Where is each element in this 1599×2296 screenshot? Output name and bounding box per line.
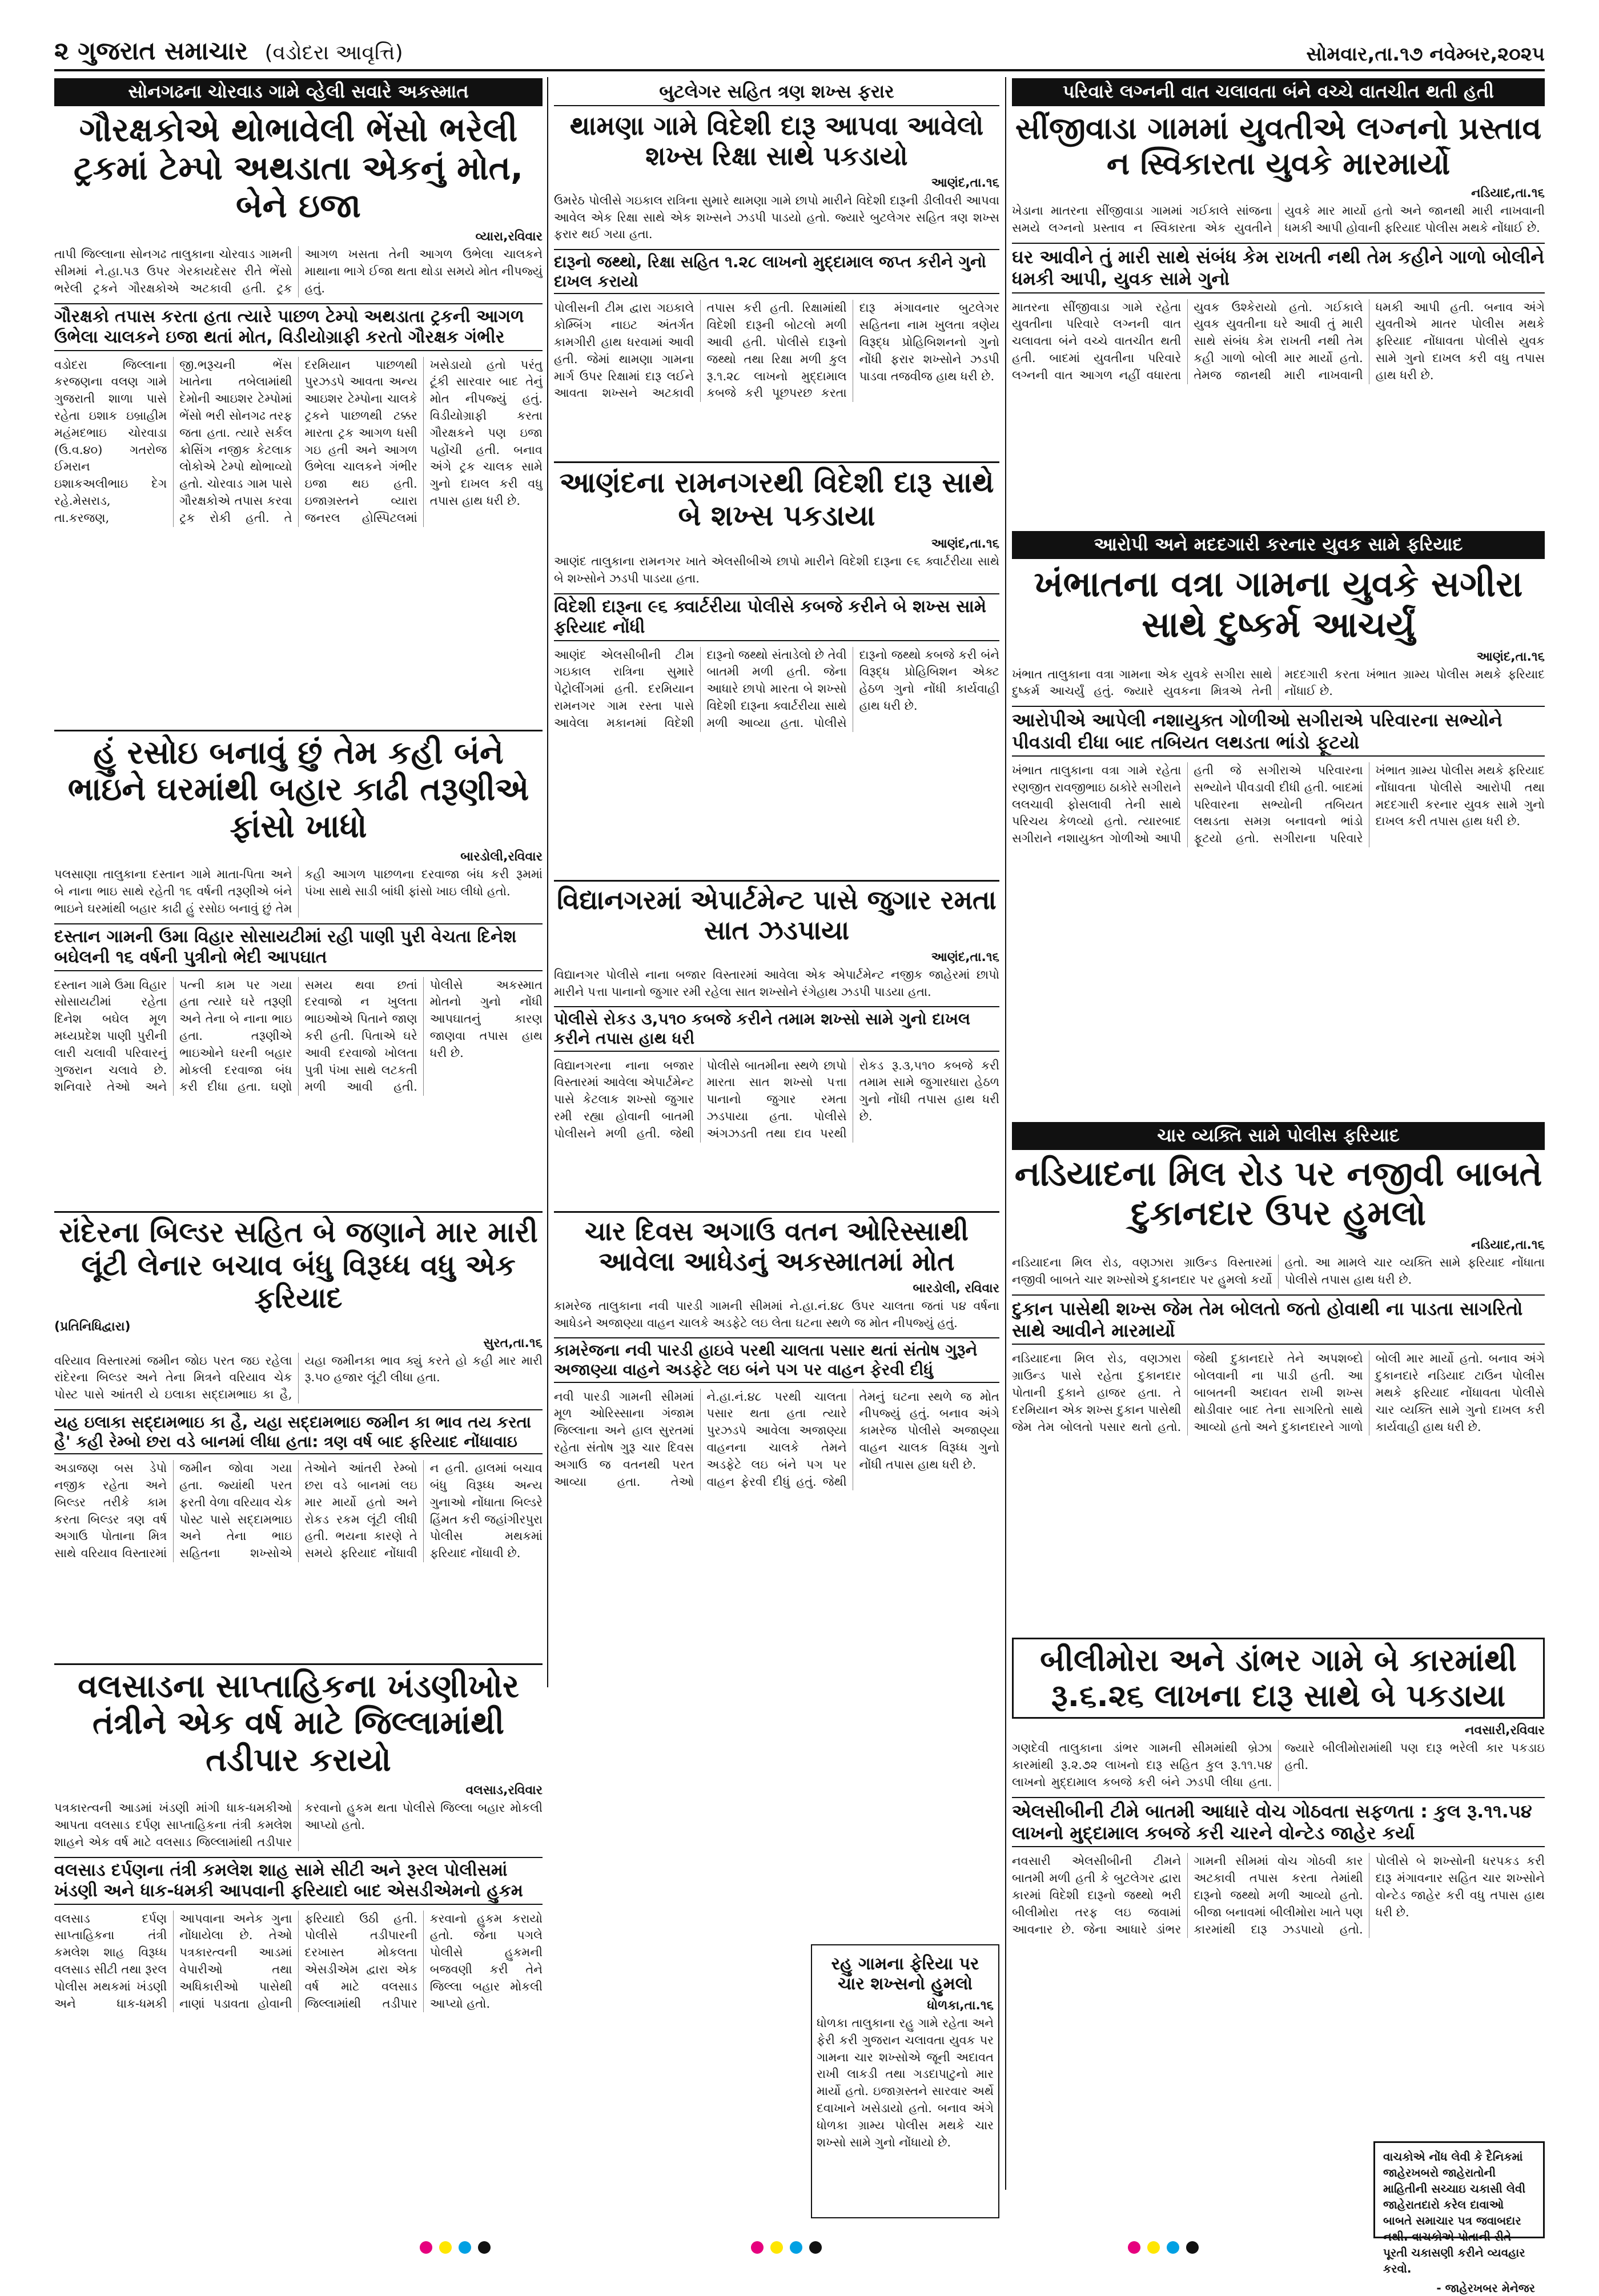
black-dot: [809, 2241, 822, 2254]
article-sinjivada-assault: [1012, 78, 1545, 524]
magenta-dot: [420, 2241, 432, 2254]
article-lead: ગણદેવી તાલુકાના ડાંભર ગામની સીમમાંથી બ્રેઝા કારમાંથી રૂ.૨.૭૨ લાખનો દારૂ સહિત કુલ રૂ.૧૧.૫૪ લાખનો મુદ્દામાલ કબજે કરી બંને ઝડપી લીધા હતા. જ્યારે બીલીમોરામાંથી પણ દારૂ ભરેલી કાર પકડાઇ હતી.: [1012, 1741, 1545, 1789]
article-body: નવી પારડી ગામની સીમમાં મૂળ ઓરિસ્સાના ગંજામ જિલ્લાના અને હાલ સુરતમાં રહેતા સંતોષ ગુરૂ ચાર દિવસ અગાઉ જ વતનથી પરત આવ્યા હતા. તેઓ ને.હા.નં.૪૮ પરથી ચાલતા પસાર થતા હતા ત્યારે પુરઝડપે આવેલા અજાણ્યા વાહનના ચાલકે તેમને અડફેટે લઇ બંને પગ પર વાહન ફેરવી દીધું હતું. જેથી તેમનું ઘટના સ્થળે જ મોત નીપજ્યું હતું. બનાવ અંગે કામરેજ પોલીસે અજાણ્યા વાહન ચાલક વિરૂધ્ધ ગુનો નોંધી તપાસ હાથ ધરી છે.: [554, 1389, 999, 1489]
article-body: ધોળકા તાલુકાના રહુ ગામે રહેતા અને ફેરી કરી ગુજરાન ચલાવતા યુવક પર ગામના ચાર શખ્સોએ જૂની અદાવત રાખી લાકડી તથા ગડદાપાટુનો માર માર્યો હતો. ઇજાગ્રસ્તને સારવાર અર્થે દવાખાને ખસેડાયો હતો. બનાવ અંગે ધોળકા ગ્રામ્ય પોલીસ મથકે ચાર શખ્સો સામે ગુનો નોંધાયો છે.: [817, 2016, 994, 2149]
article-headline: વલસાડના સાપ્તાહિકના ખંડણીખોર તંત્રીને એક વર્ષ માટે જિલ્લામાંથી તડીપાર કરાયો: [54, 1663, 543, 1779]
article-body: અડાજણ બસ ડેપો નજીક રહેતા અને બિલ્ડર તરીકે કામ કરતા બિલ્ડર ત્રણ વર્ષ અગાઉ પોતાના મિત્ર સાથે વરિયાવ વિસ્તારમાં જમીન જોવા ગયા હતા. જ્યાંથી પરત ફરતી વેળા વરિયાવ ચેક પોસ્ટ પાસે સદ્દામભાઇ અને તેના ભાઇ સહિતના શખ્સોએ તેઓને આંતરી રેમ્બો છરા વડે બાનમાં લઇ માર માર્યો હતો અને રોકડ રકમ લૂંટી લીધી હતી. ભયના કારણે તે સમયે ફરિયાદ નોંધાવી ન હતી. હાલમાં બચાવ બંધુ વિરૂધ્ધ અન્ય ગુનાઓ નોંધાતા બિલ્ડરે હિંમત કરી જહાંગીરપુરા પોલીસ મથકમાં ફરિયાદ નોંધાવી છે.: [54, 1461, 543, 1561]
article-thamna-liquor: [554, 78, 999, 449]
article-headline: ગૌરક્ષકોએ થોભાવેલી ભેંસો ભરેલી ટ્રકમાં ટેમ્પો અથડાતા એકનું મોત, બેને ઇજા: [73, 110, 524, 226]
article-bilimora-liquor: [1012, 1633, 1545, 2136]
article-headline: થામણા ગામે વિદેશી દારૂ આપવા આવેલો શખ્સ રિક્ષા સાથે પકડાયો: [569, 110, 984, 171]
article-lead: વિદ્યાનગર પોલીસે નાના બજાર વિસ્તારમાં આવેલા એક એપાર્ટમેન્ટ નજીક જાહેરમાં છાપો મારીને પત્તા પાનાનો જુગાર રમી રહેલા સાત શખ્સોને રંગેહાથ ઝડપી પાડયા હતા.: [554, 967, 999, 999]
article-dateline: નડિયાદ,તા.૧૬: [1471, 1238, 1545, 1252]
yellow-dot: [1147, 2241, 1160, 2254]
article-subhead: દારૂનો જથ્થો, રિક્ષા સહિત ૧.૨૮ લાખનો મુદ્દામાલ જપ્ત કરીને ગુનો દાખલ કરાયો: [554, 249, 999, 294]
article-subhead: આરોપીએ આપેલી નશાયુક્ત ગોળીઓ સગીરાએ પરિવારના સભ્યોને પીવડાવી દીધા બાદ તબિયત લથડતા ભાંડો ફૂટયો: [1012, 706, 1545, 757]
article-dateline: બારડોલી, રવિવાર: [913, 1281, 999, 1296]
article-kicker: સોનગઢના ચોરવાડ ગામે વ્હેલી સવારે અકસ્માત: [54, 78, 543, 106]
newspaper-page: [54, 31, 1545, 2295]
article-lead: ખંભાત તાલુકાના વત્રા ગામના એક યુવકે સગીરા સાથે દુષ્કર્મ આચર્યું હતું. જ્યારે યુવકના મિત્રએ તેની મદદગારી કરતા ખંભાત ગ્રામ્ય પોલીસ મથકે ફરિયાદ નોંધાઈ છે.: [1012, 667, 1545, 698]
article-dateline: વ્યારા,રવિવાર: [475, 230, 543, 244]
article-lead: ઉમરેઠ પોલીસે ગઇકાલ રાત્રિના સુમારે થામણા ગામે છાપો મારીને વિદેશી દારૂની ડીલીવરી આપવા આવેલ એક રિક્ષા સાથે એક શખ્સને ઝડપી પાડયો હતો. જ્યારે બુટલેગર સહિત ત્રણ શખ્સ ફરાર થઈ ગયા હતા.: [554, 193, 999, 242]
article-headline: આણંદના રામનગરથી વિદેશી દારૂ સાથે બે શખ્સ પકડાયા: [554, 461, 999, 532]
masthead-left: [54, 37, 403, 66]
article-lead: પત્રકારત્વની આડમાં ખંડણી માંગી ધાક-ધમકીઓ આપતા વલસાડ દર્પણ સાપ્તાહિકના તંત્રી કમલેશ શાહને એક વર્ષ માટે વલસાડ જિલ્લામાંથી તડીપાર કરવાનો હુકમ થતા પોલીસે જિલ્લા બહાર મોકલી આપ્યો હતો.: [54, 1801, 543, 1849]
article-kicker: પરિવારે લગ્નની વાત ચલાવતા બંને વચ્ચે વાતચીત થતી હતી: [1012, 78, 1545, 106]
article-lead: વરિયાવ વિસ્તારમાં જમીન જોઇ પરત જઇ રહેલા રાંદેરના બિલ્ડર અને તેના મિત્રને વરિયાવ ચેક પોસ્ટ પાસે આંતરી યે ઇલાકા સદ્દામભાઇ કા હૈ, યહા જમીનકા ભાવ ક્યું કરતે હો કહી માર મારી રૂ.૫૦ હજાર લૂંટી લીધા હતા.: [54, 1353, 543, 1402]
issue-date: સોમવાર,તા.૧૭ નવેમ્બર,૨૦૨૫: [1306, 43, 1545, 66]
article-subhead: દસ્તાન ગામની ઉમા વિહાર સોસાયટીમાં રહી પાણી પુરી વેચતા દિનેશ બઘેલની ૧૬ વર્ષની પુત્રીનો ભેદી આપઘાત: [54, 923, 543, 971]
print-color-marks: [420, 2241, 491, 2254]
edition-label: (વડોદરા આવૃત્તિ): [264, 41, 403, 65]
masthead: [54, 31, 1545, 71]
article-lead: કામરેજ તાલુકાના નવી પારડી ગામની સીમમાં ને.હા.નં.૪૮ ઉપર ચાલતા જતાં ૫૪ વર્ષના આધેડને અજાણ્યા વાહન ચાલકે અડફેટે લઇ લેતા ઘટના સ્થળે જ મોત નીપજ્યું હતું.: [554, 1298, 999, 1330]
black-dot: [1186, 2241, 1199, 2254]
article-lead: આણંદ તાલુકાના રામનગર ખાતે એલસીબીએ છાપો મારીને વિદેશી દારૂના ૯૬ ક્વાર્ટરીયા સાથે બે શખ્સોને ઝડપી પાડયા હતા.: [554, 554, 999, 585]
disclaimer-signature: - જાહેરખબર મેનેજર: [1436, 2281, 1535, 2295]
article-subhead: દુકાન પાસેથી શખ્સ જેમ તેમ બોલતો જતો હોવાથી ના પાડતા સાગરિતો સાથે આવીને મારમાર્યો: [1012, 1294, 1545, 1345]
article-body: આણંદ એલસીબીની ટીમ ગઇકાલ રાત્રિના સુમારે પેટ્રોલીંગમાં હતી. દરમિયાન રામનગર ગામ રસ્તા પાસે આવેલા મકાનમાં વિદેશી દારૂનો જથ્થો સંતાડેલો છે તેવી બાતમી મળી હતી. જેના આધારે છાપો મારતા બે શખ્સો વિદેશી દારૂના ક્વાર્ટરીયા સાથે મળી આવ્યા હતા. પોલીસે દારૂનો જથ્થો કબજે કરી બંને વિરૂદ્ધ પ્રોહિબિશન એક્ટ હેઠળ ગુનો નોંધી કાર્યવાહી હાથ ધરી છે.: [554, 648, 999, 730]
article-kicker: આરોપી અને મદદગારી કરનાર યુવક સામે ફરિયાદ: [1012, 531, 1545, 559]
article-lead: તાપી જિલ્લાના સોનગઢ તાલુકાના ચોરવાડ ગામની સીમમાં ને.હા.૫૩ ઉપર ગેરકાયદેસર રીતે ભેંસો ભરેલી ટ્રકને ગૌરક્ષકોએ અટકાવી હતી. ટ્રક આગળ ખસતા તેની આગળ ઉભેલા ચાલકને માથાના ભાગે ઈજા થતા થોડા સમયે મોત નીપજ્યું હતું.: [54, 247, 543, 295]
article-body: માતરના સીંજીવાડા ગામે રહેતા યુવતીના પરિવારે લગ્નની વાત ચલાવતા બંને વચ્ચે વાતચીત થતી હતી. બાદમાં યુવતીના પરિવારે લગ્નની વાત આગળ નહીં વધારતા યુવક ઉશ્કેરાયો હતો. ગઈકાલે યુવક યુવતીના ઘરે આવી તું મારી સાથે સંબંધ કેમ રાખતી નથી તેમ કહી ગાળો બોલી માર માર્યો હતો. તેમજ જાનથી મારી નાખવાની ધમકી આપી હતી. બનાવ અંગે યુવતીએ માતર પોલીસ મથકે ફરિયાદ નોંધાવતા પોલીસે યુવક સામે ગુનો દાખલ કરી વધુ તપાસ હાથ ધરી છે.: [1012, 300, 1545, 382]
cyan-dot: [790, 2241, 802, 2254]
article-subhead: વલસાડ દર્પણના તંત્રી કમલેશ શાહ સામે સીટી અને રૂરલ પોલીસમાં ખંડણી અને ધાક-ધમકી આપવાની ફરિયાદો બાદ એસડીએમનો હુકમ: [54, 1857, 543, 1905]
article-subhead: એલસીબીની ટીમે બાતમી આધારે વોચ ગોઠવતા સફળતા : કુલ રૂ.૧૧.૫૪ લાખનો મુદ્દામાલ કબજે કરી ચારને વોન્ટેડ જાહેર કર્યા: [1012, 1797, 1545, 1848]
article-lead: પલસાણા તાલુકાના દસ્તાન ગામે માતા-પિતા અને બે નાના ભાઇ સાથે રહેતી ૧૬ વર્ષની તરૂણીએ બંને ભાઇને ઘરમાંથી બહાર કાઢી હું રસોઇ બનાવું છું તેમ કહી આગળ પાછળના દરવાજા બંધ કરી રૂમમાં પંખા સાથે સાડી બાંધી ફાંસો ખાઇ લીધો હતો.: [54, 867, 543, 915]
magenta-dot: [751, 2241, 764, 2254]
article-lead: ખેડાના માતરના સીંજીવાડા ગામમાં ગઈકાલે સાંજના સમયે લગ્નનો પ્રસ્તાવ ન સ્વિકારતા એક યુવતીને યુવકે માર માર્યો હતો અને જાનથી મારી નાખવાની ધમકી આપી હોવાની ફરિયાદ પોલીસ મથકે નોંધાઈ છે.: [1012, 204, 1545, 235]
advertisement-disclaimer: [1373, 2141, 1545, 2295]
article-lead: નડિયાદના મિલ રોડ, વણઝારા ગ્રાઉન્ડ વિસ્તારમાં નજીવી બાબતે ચાર શખ્સોએ દુકાનદાર પર હુમલો કર્યો હતો. આ મામલે ચાર વ્યક્તિ સામે ફરિયાદ નોંધાતા પોલીસે તપાસ હાથ ધરી છે.: [1012, 1256, 1545, 1286]
article-khambhat-crime: [1012, 531, 1545, 1113]
article-dateline: નવસારી,રવિવાર: [1465, 1723, 1545, 1738]
article-dateline: આણંદ,તા.૧૬: [1476, 649, 1545, 664]
article-subhead: વિદેશી દારૂના ૯૬ ક્વાર્ટરીયા પોલીસે કબજે કરીને બે શખ્સ સામે ફરિયાદ નોંધી: [554, 593, 999, 641]
article-body: ખંભાત તાલુકાના વત્રા ગામે રહેતા રણજીત રાવજીભાઇ ઠાકોરે સગીરાને લલચાવી ફોસલાવી તેની સાથે પરિચય કેળવ્યો હતો. ત્યારબાદ સગીરાને નશાયુક્ત ગોળીઓ આપી હતી જે સગીરાએ પરિવારના સભ્યોને પીવડાવી દીધી હતી. બાદમાં પરિવારના સભ્યોની તબિયત લથડતા સમગ્ર બનાવનો ભાંડો ફૂટયો હતો. સગીરાના પરિવારે ખંભાત ગ્રામ્ય પોલીસ મથકે ફરિયાદ નોંધાવતા પોલીસે આરોપી તથા મદદગારી કરનાર યુવક સામે ગુનો દાખલ કરી તપાસ હાથ ધરી છે.: [1012, 763, 1545, 846]
article-headline: નડિયાદના મિલ રોડ પર નજીવી બાબતે દુકાનદાર ઉપર હુમલો: [1014, 1154, 1542, 1233]
article-dateline: સુરત,તા.૧૬: [483, 1336, 543, 1350]
article-headline: વિદ્યાનગરમાં એપાર્ટમેન્ટ પાસે જુગાર રમતા સાત ઝડપાયા: [554, 880, 999, 946]
article-byline: (પ્રતિનિધિદ્વારા): [54, 1319, 131, 1334]
magenta-dot: [1128, 2241, 1140, 2254]
print-color-marks: [751, 2241, 822, 2254]
article-dateline: આણંદ,તા.૧૬: [931, 950, 999, 964]
cyan-dot: [1167, 2241, 1179, 2254]
article-body: નવસારી એલસીબીની ટીમને બાતમી મળી હતી કે બુટલેગર દ્વારા કારમાં વિદેશી દારૂનો જથ્થો ભરી બીલીમોરા તરફ લઇ જવામાં આવનાર છે. જેના આધારે ડાંભર ગામની સીમમાં વોચ ગોઠવી કાર અટકાવી તપાસ કરતા તેમાંથી દારૂનો જથ્થો મળી આવ્યો હતો. બીજા બનાવમાં બીલીમોરા ખાતે પણ કારમાંથી દારૂ ઝડપાયો હતો. પોલીસે બે શખ્સોની ધરપકડ કરી દારૂ મંગાવનાર સહિત ચાર શખ્સોને વોન્ટેડ જાહેર કરી વધુ તપાસ હાથ ધરી છે.: [1012, 1854, 1545, 1936]
article-subhead: કામરેજના નવી પારડી હાઇવે પરથી ચાલતા પસાર થતાં સંતોષ ગુરૂને અજાણ્યા વાહને અડફેટે લઇ બંને પગ પર વાહન ફેરવી દીધું: [554, 1337, 999, 1382]
column-divider: [547, 77, 548, 1687]
article-dateline: આણંદ,તા.૧૬: [931, 537, 999, 551]
print-color-marks: [1128, 2241, 1199, 2254]
newspaper-name: ગુજરાત સમાચાર: [78, 37, 248, 66]
article-body: દસ્તાન ગામે ઉમા વિહાર સોસાયટીમાં રહેતા દિનેશ બઘેલ મૂળ મધ્યપ્રદેશ પાણી પુરીની લારી ચલાવી પરિવારનું ગુજરાન ચલાવે છે. શનિવારે તેઓ અને પત્ની કામ પર ગયા હતા ત્યારે ઘરે તરૂણી અને તેના બે નાના ભાઇ હતા. તરૂણીએ ભાઇઓને ઘરની બહાર મોકલી દરવાજા બંધ કરી દીધા હતા. ઘણો સમય થવા છતાં દરવાજો ન ખુલતા ભાઇઓએ પિતાને જાણ કરી હતી. પિતાએ ઘરે આવી દરવાજો ખોલતા પુત્રી પંખા સાથે લટકતી મળી આવી હતી. પોલીસે અકસ્માત મોતનો ગુનો નોંધી આપઘાતનું કારણ જાણવા તપાસ હાથ ધરી છે.: [54, 978, 543, 1094]
article-ramnagar-liquor: [554, 457, 999, 868]
article-subhead: પોલીસે રોકડ ૩,૫૧૦ કબજે કરીને તમામ શખ્સો સામે ગુનો દાખલ કરીને તપાસ હાથ ધરી: [554, 1006, 999, 1051]
article-subhead: ઘર આવીને તું મારી સાથે સંબંધ કેમ રાખતી નથી તેમ કહીને ગાળો બોલીને ધમકી આપી, યુવક સામે ગુનો: [1012, 243, 1545, 293]
article-dastan-suicide: [54, 725, 543, 1199]
column-divider: [1005, 77, 1006, 2190]
article-headline: રહુ ગામના ફેરિયા પર ચાર શખ્સનો હુમલો: [831, 1954, 979, 1994]
article-headline: રાંદેરના બિલ્ડર સહિત બે જણાને માર મારી લૂંટી લેનાર બચાવ બંધુ વિરૂધ્ધ વધુ એક ફરિયાદ: [54, 1211, 543, 1315]
article-headline: ચાર દિવસ અગાઉ વતન ઓરિસ્સાથી આવેલા આધેડનું અકસ્માતમાં મોત: [554, 1211, 999, 1277]
article-subhead: ગૌરક્ષકો તપાસ કરતા હતા ત્યારે પાછળ ટેમ્પો અથડાતા ટ્રકની આગળ ઉભેલા ચાલકને ઇજા થતાં મોત, વિડીયોગ્રાફી કરતો ગૌરક્ષક ગંભીર: [54, 303, 543, 351]
yellow-dot: [439, 2241, 452, 2254]
article-subhead: યહ ઇલાકા સદ્દામભાઇ કા હૈ, યહા સદ્દામભાઇ જમીન કા ભાવ તય કરતા હૈ' કહી રેમ્બો છરા વડે બાનમાં લીધા હતા: ત્રણ વર્ષ બાદ ફરિયાદ નોંધાવાઇ: [54, 1409, 543, 1454]
article-kicker: બુટલેગર સહિત ત્રણ શખ્સ ફરાર: [554, 78, 999, 106]
article-headline: સીંજીવાડા ગામમાં યુવતીએ લગ્નનો પ્રસ્તાવ ન સ્વિકારતા યુવકે મારમાર્યો: [1015, 110, 1542, 182]
article-dateline: વલસાડ,રવિવાર: [465, 1783, 543, 1798]
article-gaurakshak-accident: [54, 78, 543, 718]
article-rander-builder: [54, 1207, 543, 1652]
article-rahu-hawker: [811, 1944, 999, 2218]
article-dateline: ધોળકા,તા.૧૬: [927, 1999, 994, 2013]
article-headline: હું રસોઇ બનાવું છું તેમ કહી બંને ભાઇને ઘરમાંથી બહાર કાઢી તરૂણીએ ફાંસો ખાધો: [54, 730, 543, 845]
disclaimer-text: વાચકોએ નોંધ લેવી કે દૈનિકમાં જાહેરખબરો જાહેરાતોની માહિતીની સચ્ચાઇ ચકાસી લેવી જાહેરાતદારો કરેલ દાવાઓ બાબતે સમાચાર પત્ર જવાબદાર નથી. વાચકોએ પોતાની રીતે પૂરતી ચકાસણી કરીને વ્યવહાર કરવો.: [1383, 2150, 1526, 2275]
yellow-dot: [770, 2241, 783, 2254]
cyan-dot: [459, 2241, 471, 2254]
article-body: વલસાડ દર્પણ સાપ્તાહિકના તંત્રી કમલેશ શાહ વિરૂધ્ધ વલસાડ સીટી તથા રૂરલ પોલીસ મથકમાં ખંડણી અને ધાક-ધમકી આપવાના અનેક ગુના નોંધાયેલા છે. તેઓ પત્રકારત્વની આડમાં વેપારીઓ તથા અધિકારીઓ પાસેથી નાણાં પડાવતા હોવાની ફરિયાદો ઉઠી હતી. પોલીસે તડીપારની દરખાસ્ત મોકલતા એસડીએમ દ્વારા એક વર્ષ માટે વલસાડ જિલ્લામાંથી તડીપાર કરવાનો હુકમ કરાયો હતો. જેના પગલે પોલીસે હુકમની બજવણી કરી તેને જિલ્લા બહાર મોકલી આપ્યો હતો.: [54, 1911, 543, 2010]
article-headline: ખંભાતના વત્રા ગામના યુવકે સગીરા સાથે દુષ્કર્મ આચર્યું: [1034, 563, 1523, 646]
article-body: નડિયાદના મિલ રોડ, વણઝારા ગ્રાઉન્ડ પાસે રહેતા દુકાનદાર પોતાની દુકાને હાજર હતા. તે દરમિયાન એક શખ્સ દુકાન પાસેથી જેમ તેમ બોલતો પસાર થતો હતો. જેથી દુકાનદારે તેને અપશબ્દો બોલવાની ના પાડી હતી. આ બાબતની અદાવત રાખી શખ્સ થોડીવાર બાદ તેના સાગરિતો સાથે આવ્યો હતો અને દુકાનદારને ગાળો બોલી માર માર્યો હતો. બનાવ અંગે દુકાનદારે નડિયાદ ટાઉન પોલીસ મથકે ફરિયાદ નોંધાવતા પોલીસે ચાર વ્યક્તિ સામે ગુનો દાખલ કરી કાર્યવાહી હાથ ધરી છે.: [1012, 1352, 1545, 1434]
article-nadiad-assault: [1012, 1122, 1545, 1625]
article-valsad-editor: [54, 1659, 543, 2230]
article-dateline: નડિયાદ,તા.૧૬: [1471, 186, 1545, 201]
article-vidyanagar-gambling: [554, 875, 999, 1198]
page-number: ૨: [54, 37, 69, 66]
article-headline: બીલીમોરા અને ડાંભર ગામે બે કારમાંથી રૂ.૬.૨૬ લાખના દારૂ સાથે બે પકડાયા: [1012, 1638, 1545, 1719]
article-body: વડોદરા જિલ્લાના કરજણના વલણ ગામે ગુજરાતી શાળા પાસે રહેતા ઇશાક ઇબ્રાહીમ મહંમદભાઇ ચોરવાડા (ઉ.વ.૪૦) ગતરોજ ઈમરાન ઇશાકઅલીભાઇ દેગ રહે.મેસરાડ, તા.કરજણ, જી.ભરૂચની ભેંસ ખાતેના તબેલામાંથી દેમોની આઇશર ટેમ્પોમાં ભેંસો ભરી સોનગઢ તરફ જતા હતા. ત્યારે સર્કલ ક્રોસિંગ નજીક કેટલાક લોકોએ ટેમ્પો થોભાવ્યો હતો. ચોરવાડ ગામ પાસે ગૌરક્ષકોએ તપાસ કરવા ટ્રક રોકી હતી. તે દરમિયાન પાછળથી પુરઝડપે આવતા અન્ય આઇશર ટેમ્પોના ચાલકે ટ્રકને પાછળથી ટક્કર મારતા ટ્રક આગળ ધસી ગઇ હતી અને આગળ ઉભેલા ચાલકને ગંભીર ઇજા થઇ હતી. ઇજાગ્રસ્તને વ્યારા જનરલ હોસ્પિટલમાં ખસેડાયો હતો પરંતુ ટૂંકી સારવાર બાદ તેનું મોત નીપજ્યું હતું. વિડીયોગ્રાફી કરતા ગૌરક્ષકને પણ ઇજા પહોંચી હતી. બનાવ અંગે ટ્રક ચાલક સામે ગુનો દાખલ કરી વધુ તપાસ હાથ ધરી છે.: [54, 357, 543, 525]
black-dot: [478, 2241, 491, 2254]
article-kicker: ચાર વ્યક્તિ સામે પોલીસ ફરિયાદ: [1012, 1122, 1545, 1150]
article-body: વિદ્યાનગરના નાના બજાર વિસ્તારમાં આવેલા એપાર્ટમેન્ટ પાસે કેટલાક શખ્સો જુગાર રમી રહ્યા હોવાની બાતમી પોલીસને મળી હતી. જેથી પોલીસે બાતમીના સ્થળે છાપો મારતા સાત શખ્સો પત્તા પાનાનો જુગાર રમતા ઝડપાયા હતા. પોલીસે અંગઝડતી તથા દાવ પરથી રોકડ રૂ.૩,૫૧૦ કબજે કરી તમામ સામે જુગારધારા હેઠળ ગુનો નોંધી તપાસ હાથ ધરી છે.: [554, 1058, 999, 1140]
article-body: પોલીસની ટીમ દ્વારા ગઇકાલે કોમ્બિંગ નાઇટ અંતર્ગત કામગીરી હાથ ધરવામાં આવી હતી. જેમાં થામણા ગામના માર્ગ ઉપર રિક્ષામાં દારૂ લઈને આવતા શખ્સને અટકાવી તપાસ કરી હતી. રિક્ષામાંથી વિદેશી દારૂની બોટલો મળી આવી હતી. પોલીસે દારૂનો જથ્થો તથા રિક્ષા મળી કુલ રૂ.૧.૨૮ લાખનો મુદ્દામાલ કબજે કરી પૂછપરછ કરતા દારૂ મંગાવનાર બુટલેગર સહિતના નામ ખુલતા ત્રણેય વિરૂદ્ધ પ્રોહિબિશનનો ગુનો નોંધી ફરાર શખ્સોને ઝડપી પાડવા તજવીજ હાથ ધરી છે.: [554, 301, 999, 400]
article-dateline: આણંદ,તા.૧૬: [931, 175, 999, 190]
article-dateline: બારડોલી,રવિવાર: [460, 850, 543, 864]
